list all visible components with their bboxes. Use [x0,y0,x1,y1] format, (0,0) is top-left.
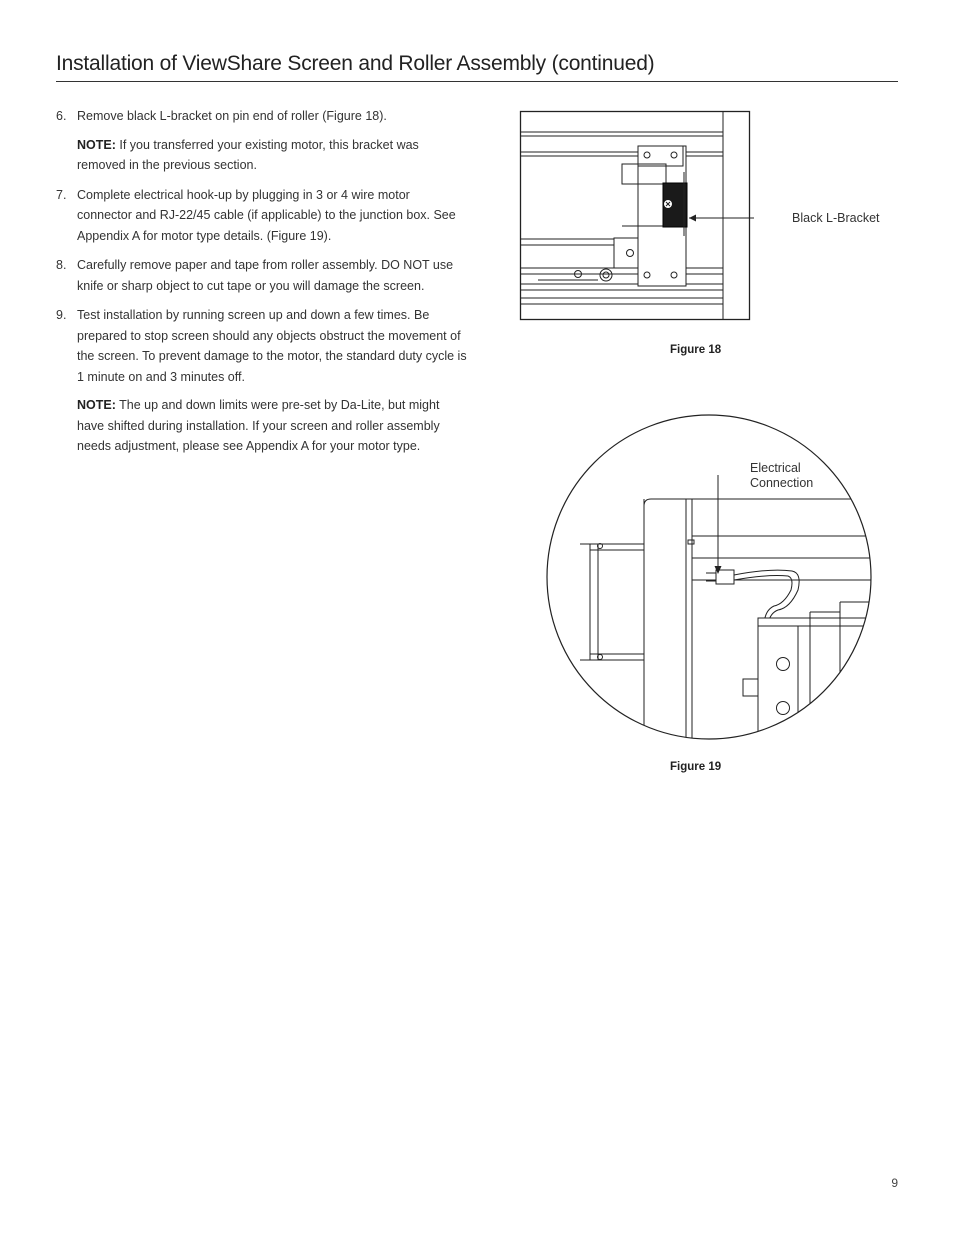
step-text: Test installation by running screen up and down a few times. Be prepared to stop screen should any objects obstruct the movement of the screen. To prevent damage to the motor, the standard duty cycle is 1 minute on and 3 minutes off. [77,308,467,384]
step-number: 9. [56,308,67,322]
note-label: NOTE: [77,137,116,152]
black-l-bracket-callout: Black L-Bracket [792,211,880,225]
step-7 [56,185,468,247]
callout-line: Electrical [750,461,801,475]
page-number: 9 [891,1176,898,1190]
title-divider [56,81,898,82]
note-label: NOTE: [77,398,116,412]
electrical-connection-callout [750,461,813,491]
figure-19-caption: Figure 19 [670,761,722,773]
step-number: 8. [56,258,67,272]
step-number: 6. [56,109,67,123]
note-text: If you transferred your existing motor, this bracket was removed in the previous section. [77,137,419,172]
step-number: 7. [56,187,67,202]
step-note [77,135,468,176]
note-text: The up and down limits were pre-set by Da-Lite, but might have shifted during installation. If your screen and roller assembly needs adjustment, please see Appendix A for your motor type. [77,398,440,453]
step-6 [56,106,468,176]
step-9 [56,305,468,457]
callout-line: Connection [750,476,814,490]
step-text: Remove black L-bracket on pin end of roller (Figure 18). [77,109,387,123]
page-title: Installation of ViewShare Screen and Roller Assembly (continued) [56,52,655,75]
step-note [77,395,468,457]
step-text: Carefully remove paper and tape from roller assembly. DO NOT use knife or sharp object to cut tape or you will damage the screen. [77,258,454,293]
figure-18-roller-bracket-drawing [518,108,754,324]
figure-19-electrical-connection-drawing [540,408,880,748]
figure-18-caption: Figure 18 [670,344,722,356]
instruction-list [56,106,468,466]
step-8 [56,255,468,296]
step-text: Complete electrical hook-up by plugging in 3 or 4 wire motor connector and RJ-22/45 cable (if applicable) to the junction box. See Appendix A for motor type details. (Figure 19). [77,187,456,243]
